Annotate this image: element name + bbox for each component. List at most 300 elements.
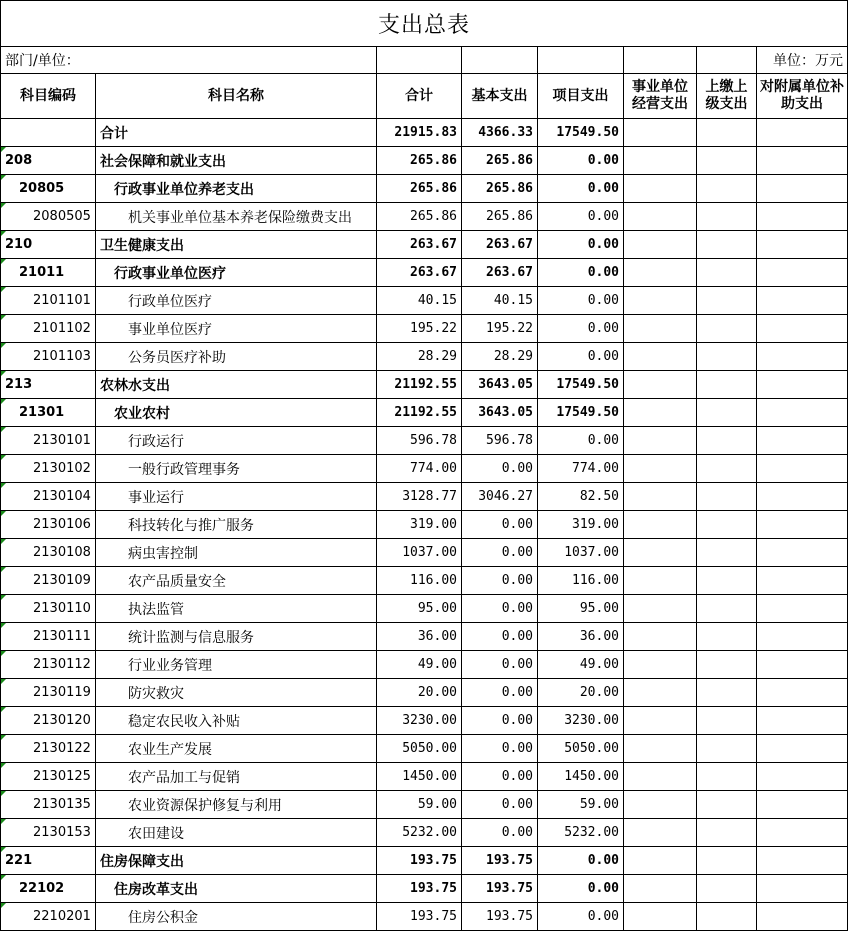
row-subsidy <box>757 651 848 679</box>
row-project <box>538 483 624 511</box>
row-basic-text: 0.00 <box>501 545 533 560</box>
row-code <box>1 343 96 371</box>
row-basic-text: 195.22 <box>486 321 533 336</box>
table-row <box>1 763 848 791</box>
row-total-text: 49.00 <box>417 657 457 672</box>
row-basic <box>462 147 538 175</box>
row-project <box>538 203 624 231</box>
table-row <box>1 399 848 427</box>
row-name <box>96 399 377 427</box>
row-code <box>1 147 96 175</box>
row-basic-text: 0.00 <box>501 601 533 616</box>
table-row <box>1 875 848 903</box>
row-code <box>1 287 96 315</box>
row-name-text: 卫生健康支出 <box>100 237 184 254</box>
table-row <box>1 455 848 483</box>
row-project-text: 1450.00 <box>564 769 619 784</box>
total-upper <box>697 119 757 147</box>
row-project-text: 0.00 <box>587 265 619 280</box>
row-basic <box>462 287 538 315</box>
row-name <box>96 903 377 931</box>
row-name-text: 执法监管 <box>128 601 184 618</box>
row-name <box>96 763 377 791</box>
header-subsidy: 对附属单位补助支出 <box>757 74 848 119</box>
row-project <box>538 427 624 455</box>
row-name <box>96 259 377 287</box>
row-code-text: 2101102 <box>33 321 91 336</box>
row-name-text: 农产品质量安全 <box>128 573 226 590</box>
table-row <box>1 791 848 819</box>
row-project <box>538 259 624 287</box>
row-code-text: 21011 <box>19 265 65 280</box>
total-row <box>1 119 848 147</box>
row-code <box>1 651 96 679</box>
row-upper <box>697 707 757 735</box>
row-project <box>538 651 624 679</box>
row-total <box>377 343 462 371</box>
row-code-text: 20805 <box>19 181 65 196</box>
row-name-text: 稳定农民收入补贴 <box>128 713 240 730</box>
row-code <box>1 623 96 651</box>
row-total-text: 265.86 <box>410 181 457 196</box>
row-total-text: 95.00 <box>417 601 457 616</box>
row-basic <box>462 819 538 847</box>
row-total <box>377 315 462 343</box>
row-project-text: 0.00 <box>587 237 619 252</box>
table-row <box>1 819 848 847</box>
row-basic <box>462 679 538 707</box>
row-code-text: 2130106 <box>33 517 91 532</box>
row-project <box>538 175 624 203</box>
row-upper <box>697 203 757 231</box>
row-name <box>96 623 377 651</box>
row-project <box>538 511 624 539</box>
row-total <box>377 875 462 903</box>
row-name-text: 公务员医疗补助 <box>128 349 226 366</box>
row-upper <box>697 847 757 875</box>
row-business <box>624 427 697 455</box>
row-subsidy <box>757 483 848 511</box>
page-title: 支出总表 <box>1 1 848 47</box>
row-business <box>624 483 697 511</box>
row-subsidy <box>757 875 848 903</box>
row-name-text: 住房保障支出 <box>100 853 184 870</box>
row-code <box>1 875 96 903</box>
row-upper <box>697 315 757 343</box>
row-basic-text: 0.00 <box>501 573 533 588</box>
row-project <box>538 343 624 371</box>
row-name <box>96 343 377 371</box>
row-subsidy <box>757 315 848 343</box>
row-business <box>624 511 697 539</box>
row-name <box>96 679 377 707</box>
row-upper <box>697 147 757 175</box>
dept-blank-cell <box>377 47 462 74</box>
row-business <box>624 287 697 315</box>
row-project-text: 49.00 <box>579 657 619 672</box>
row-basic <box>462 595 538 623</box>
row-business <box>624 847 697 875</box>
total-subsidy <box>757 119 848 147</box>
row-basic <box>462 539 538 567</box>
row-total <box>377 903 462 931</box>
table-row <box>1 511 848 539</box>
row-basic <box>462 875 538 903</box>
row-code-text: 2130101 <box>33 433 91 448</box>
row-basic-text: 0.00 <box>501 825 533 840</box>
row-business <box>624 875 697 903</box>
row-subsidy <box>757 539 848 567</box>
row-project <box>538 231 624 259</box>
row-name <box>96 707 377 735</box>
unit-label: 单位：万元 <box>757 47 848 74</box>
row-total <box>377 567 462 595</box>
row-code-text: 210 <box>5 237 33 252</box>
row-basic-text: 0.00 <box>501 713 533 728</box>
row-project-text: 0.00 <box>587 153 619 168</box>
row-subsidy <box>757 175 848 203</box>
row-basic <box>462 763 538 791</box>
row-business <box>624 203 697 231</box>
row-total-text: 3230.00 <box>402 713 457 728</box>
row-total-text: 265.86 <box>410 153 457 168</box>
row-code <box>1 259 96 287</box>
row-total <box>377 819 462 847</box>
dept-blank-cell <box>624 47 697 74</box>
row-project-text: 5232.00 <box>564 825 619 840</box>
row-basic-text: 265.86 <box>486 209 533 224</box>
header-total: 合计 <box>377 74 462 119</box>
row-subsidy <box>757 847 848 875</box>
row-upper <box>697 763 757 791</box>
row-upper <box>697 651 757 679</box>
row-business <box>624 903 697 931</box>
row-total <box>377 287 462 315</box>
row-basic-text: 0.00 <box>501 741 533 756</box>
row-basic <box>462 455 538 483</box>
row-name <box>96 819 377 847</box>
dept-blank-cell <box>697 47 757 74</box>
row-code-text: 2101101 <box>33 293 91 308</box>
row-total-text: 263.67 <box>410 237 457 252</box>
row-total-text: 774.00 <box>410 461 457 476</box>
row-code-text: 213 <box>5 377 33 392</box>
row-basic-text: 3643.05 <box>478 405 533 420</box>
row-business <box>624 707 697 735</box>
row-code <box>1 903 96 931</box>
row-project-text: 82.50 <box>579 489 619 504</box>
total-sum: 21915.83 <box>377 119 462 147</box>
row-project-text: 0.00 <box>587 433 619 448</box>
row-basic-text: 0.00 <box>501 657 533 672</box>
row-project-text: 17549.50 <box>556 405 619 420</box>
table-row <box>1 231 848 259</box>
row-total <box>377 763 462 791</box>
row-basic-text: 0.00 <box>501 769 533 784</box>
row-project <box>538 399 624 427</box>
row-name-text: 农业农村 <box>114 405 170 422</box>
row-basic-text: 265.86 <box>486 181 533 196</box>
row-basic-text: 265.86 <box>486 153 533 168</box>
row-name <box>96 203 377 231</box>
row-name <box>96 483 377 511</box>
row-code-text: 2080505 <box>33 209 91 224</box>
row-subsidy <box>757 679 848 707</box>
row-name <box>96 875 377 903</box>
row-code-text: 2130153 <box>33 825 91 840</box>
row-name <box>96 147 377 175</box>
row-project <box>538 903 624 931</box>
row-total <box>377 847 462 875</box>
row-total <box>377 595 462 623</box>
table-row <box>1 539 848 567</box>
row-basic-text: 263.67 <box>486 265 533 280</box>
row-business <box>624 455 697 483</box>
row-upper <box>697 175 757 203</box>
row-total <box>377 679 462 707</box>
row-code <box>1 427 96 455</box>
row-name <box>96 175 377 203</box>
row-name <box>96 231 377 259</box>
row-basic <box>462 903 538 931</box>
row-subsidy <box>757 511 848 539</box>
row-total-text: 1450.00 <box>402 769 457 784</box>
row-project-text: 36.00 <box>579 629 619 644</box>
row-business <box>624 539 697 567</box>
row-total-text: 21192.55 <box>394 405 457 420</box>
row-basic <box>462 259 538 287</box>
row-project <box>538 147 624 175</box>
row-total-text: 319.00 <box>410 517 457 532</box>
table-row <box>1 287 848 315</box>
row-total <box>377 483 462 511</box>
row-business <box>624 735 697 763</box>
row-name <box>96 427 377 455</box>
row-total <box>377 455 462 483</box>
row-subsidy <box>757 147 848 175</box>
row-code-text: 221 <box>5 853 33 868</box>
row-code-text: 2210201 <box>33 909 91 924</box>
row-basic-text: 263.67 <box>486 237 533 252</box>
row-subsidy <box>757 903 848 931</box>
row-total-text: 20.00 <box>417 685 457 700</box>
row-basic <box>462 483 538 511</box>
row-total-text: 265.86 <box>410 209 457 224</box>
row-basic-text: 193.75 <box>486 909 533 924</box>
row-code <box>1 763 96 791</box>
row-subsidy <box>757 455 848 483</box>
row-name-text: 农业生产发展 <box>128 741 212 758</box>
row-business <box>624 371 697 399</box>
row-total <box>377 511 462 539</box>
row-total-text: 193.75 <box>410 909 457 924</box>
row-total <box>377 371 462 399</box>
table-row <box>1 203 848 231</box>
row-project-text: 0.00 <box>587 909 619 924</box>
dept-blank-cell <box>538 47 624 74</box>
row-name-text: 行政事业单位养老支出 <box>114 181 254 198</box>
row-project-text: 1037.00 <box>564 545 619 560</box>
row-upper <box>697 595 757 623</box>
row-total-text: 193.75 <box>410 853 457 868</box>
row-basic <box>462 511 538 539</box>
row-code <box>1 511 96 539</box>
total-basic: 4366.33 <box>462 119 538 147</box>
row-subsidy <box>757 791 848 819</box>
row-upper <box>697 903 757 931</box>
row-name-text: 科技转化与推广服务 <box>128 517 254 534</box>
row-basic-text: 193.75 <box>486 881 533 896</box>
table-row <box>1 679 848 707</box>
row-name-text: 机关事业单位基本养老保险缴费支出 <box>128 209 352 226</box>
row-basic-text: 28.29 <box>493 349 533 364</box>
row-name <box>96 791 377 819</box>
row-basic-text: 3643.05 <box>478 377 533 392</box>
row-business <box>624 231 697 259</box>
table-row <box>1 595 848 623</box>
table-row <box>1 847 848 875</box>
row-code-text: 2130102 <box>33 461 91 476</box>
row-business <box>624 567 697 595</box>
row-total <box>377 203 462 231</box>
row-project <box>538 735 624 763</box>
row-project <box>538 679 624 707</box>
row-project <box>538 567 624 595</box>
row-code <box>1 679 96 707</box>
row-project <box>538 819 624 847</box>
row-name-text: 病虫害控制 <box>128 545 198 562</box>
row-total-text: 5050.00 <box>402 741 457 756</box>
row-upper <box>697 259 757 287</box>
table-row <box>1 427 848 455</box>
row-business <box>624 651 697 679</box>
row-business <box>624 819 697 847</box>
row-upper <box>697 399 757 427</box>
row-name-text: 社会保障和就业支出 <box>100 153 226 170</box>
row-total <box>377 707 462 735</box>
row-code-text: 22102 <box>19 881 65 896</box>
row-name-text: 行业业务管理 <box>128 657 212 674</box>
row-code <box>1 175 96 203</box>
row-project-text: 59.00 <box>579 797 619 812</box>
row-basic <box>462 175 538 203</box>
row-name-text: 农田建设 <box>128 825 184 842</box>
row-subsidy <box>757 819 848 847</box>
row-business <box>624 259 697 287</box>
row-upper <box>697 735 757 763</box>
row-business <box>624 679 697 707</box>
row-subsidy <box>757 707 848 735</box>
row-total <box>377 175 462 203</box>
row-total-text: 40.15 <box>417 293 457 308</box>
row-name-text: 行政单位医疗 <box>128 293 212 310</box>
header-code: 科目编码 <box>1 74 96 119</box>
row-name <box>96 651 377 679</box>
row-code <box>1 399 96 427</box>
row-basic-text: 193.75 <box>486 853 533 868</box>
table-row <box>1 707 848 735</box>
row-basic-text: 0.00 <box>501 461 533 476</box>
row-project-text: 0.00 <box>587 881 619 896</box>
table-row <box>1 343 848 371</box>
row-total-text: 59.00 <box>417 797 457 812</box>
row-code-text: 208 <box>5 153 33 168</box>
row-name <box>96 595 377 623</box>
table-header-row <box>1 74 848 119</box>
table-row <box>1 259 848 287</box>
row-total-text: 596.78 <box>410 433 457 448</box>
row-subsidy <box>757 763 848 791</box>
row-upper <box>697 371 757 399</box>
row-name <box>96 735 377 763</box>
row-subsidy <box>757 595 848 623</box>
row-name-text: 防灾救灾 <box>128 685 184 702</box>
row-project-text: 5050.00 <box>564 741 619 756</box>
row-project <box>538 623 624 651</box>
dept-blank-cell <box>462 47 538 74</box>
table-row <box>1 735 848 763</box>
row-project <box>538 539 624 567</box>
row-code <box>1 203 96 231</box>
row-subsidy <box>757 623 848 651</box>
header-upper: 上缴上级支出 <box>697 74 757 119</box>
row-code-text: 2101103 <box>33 349 91 364</box>
row-total <box>377 427 462 455</box>
row-project <box>538 455 624 483</box>
row-total-text: 21192.55 <box>394 377 457 392</box>
row-upper <box>697 455 757 483</box>
row-name <box>96 847 377 875</box>
row-code-text: 2130108 <box>33 545 91 560</box>
row-name <box>96 455 377 483</box>
row-total <box>377 539 462 567</box>
row-name-text: 农林水支出 <box>100 377 170 394</box>
row-business <box>624 399 697 427</box>
row-total-text: 3128.77 <box>402 489 457 504</box>
table-row <box>1 567 848 595</box>
row-total-text: 5232.00 <box>402 825 457 840</box>
row-total <box>377 735 462 763</box>
row-name-text: 统计监测与信息服务 <box>128 629 254 646</box>
row-total-text: 28.29 <box>417 349 457 364</box>
header-basic: 基本支出 <box>462 74 538 119</box>
row-name-text: 住房公积金 <box>128 909 198 926</box>
row-name-text: 事业单位医疗 <box>128 321 212 338</box>
row-basic-text: 0.00 <box>501 797 533 812</box>
row-code-text: 2130120 <box>33 713 91 728</box>
row-total <box>377 399 462 427</box>
total-project: 17549.50 <box>538 119 624 147</box>
row-project <box>538 595 624 623</box>
table-row <box>1 175 848 203</box>
row-code <box>1 371 96 399</box>
row-total <box>377 623 462 651</box>
table-row <box>1 651 848 679</box>
row-project-text: 0.00 <box>587 209 619 224</box>
row-project-text: 95.00 <box>579 601 619 616</box>
row-business <box>624 343 697 371</box>
row-basic-text: 3046.27 <box>478 489 533 504</box>
row-code <box>1 315 96 343</box>
header-business: 事业单位经营支出 <box>624 74 697 119</box>
row-code-text: 2130111 <box>33 629 91 644</box>
row-name-text: 一般行政管理事务 <box>128 461 240 478</box>
row-code-text: 2130109 <box>33 573 91 588</box>
row-basic <box>462 343 538 371</box>
row-project <box>538 315 624 343</box>
row-code <box>1 707 96 735</box>
row-code <box>1 539 96 567</box>
